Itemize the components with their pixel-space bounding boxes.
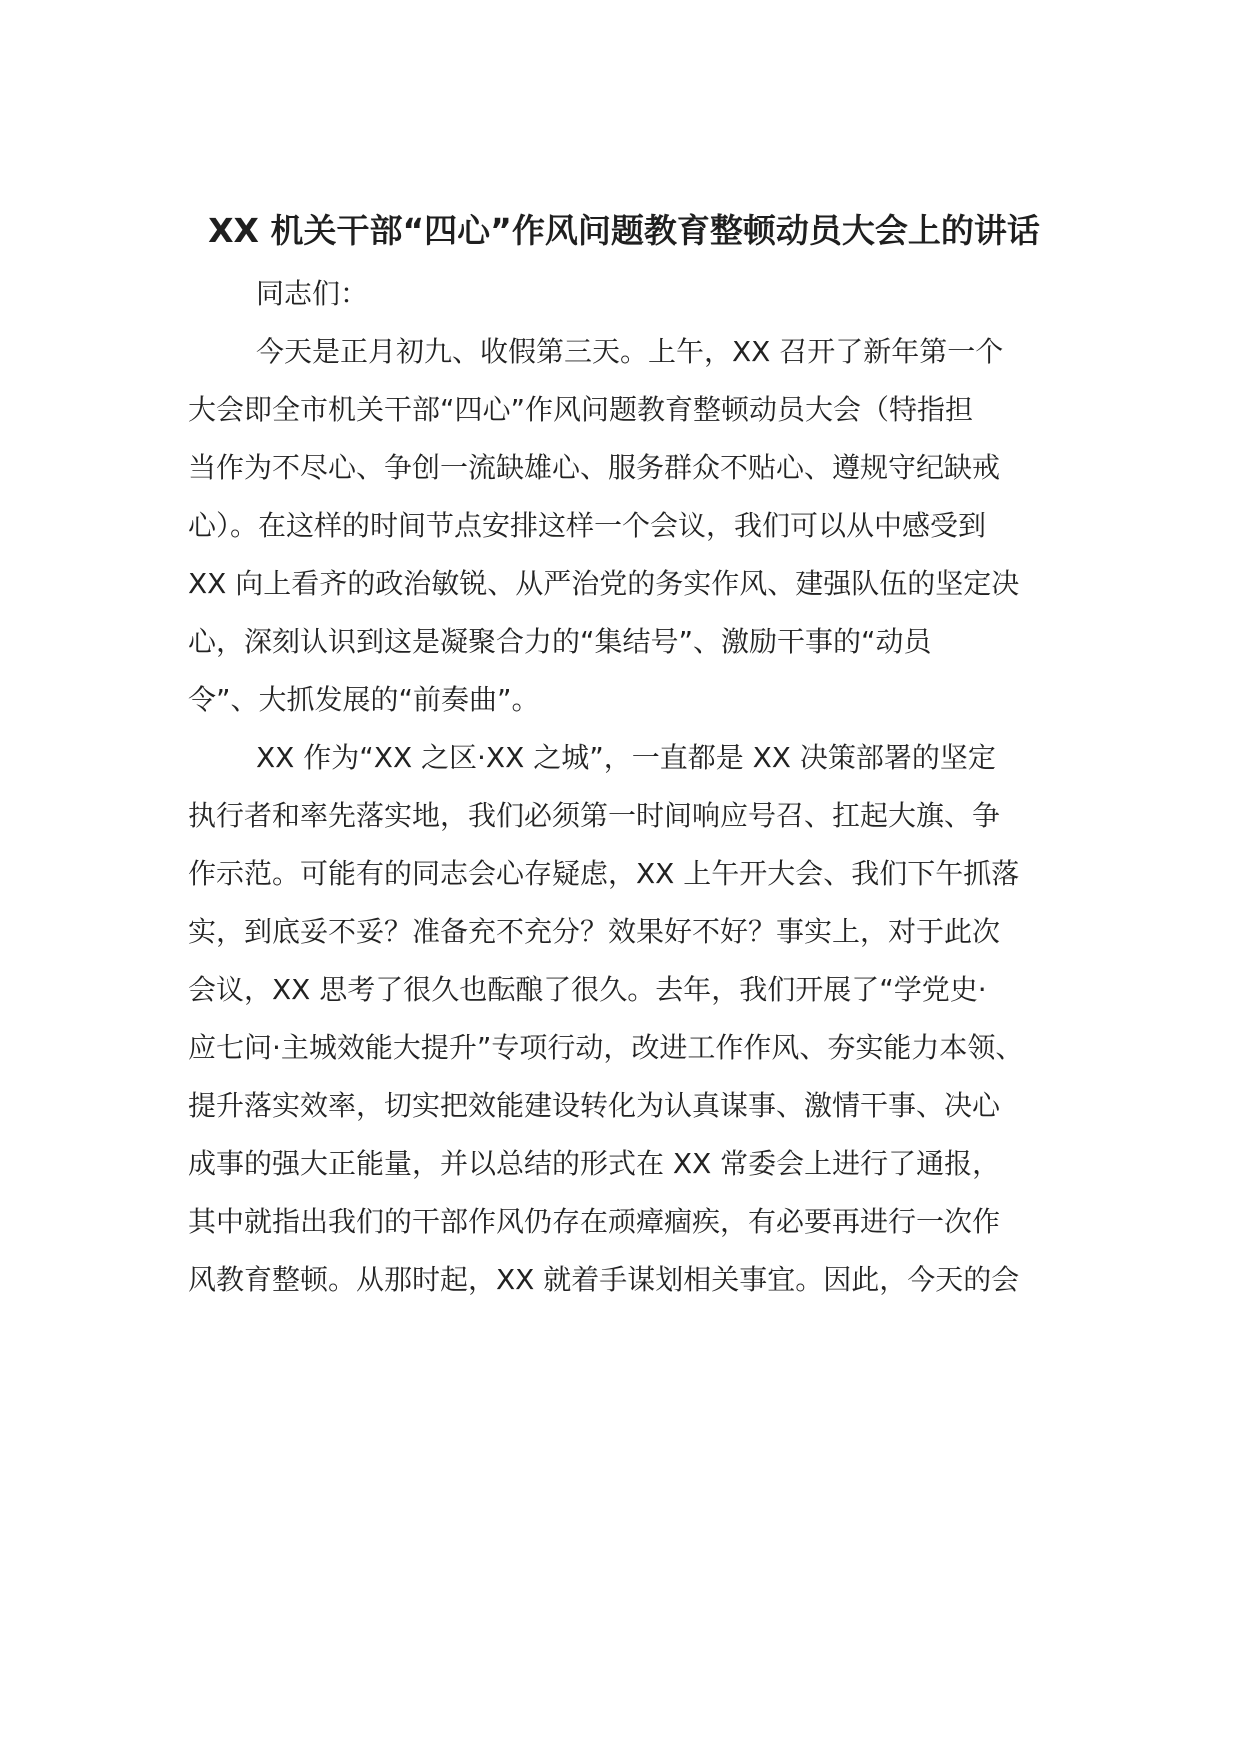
salutation-line: 同志们：	[256, 277, 369, 310]
paragraph-1-line: XX 向上看齐的政治敏锐、从严治党的务实作风、建强队伍的坚定决	[188, 567, 1020, 600]
paragraph-2-line: XX 作为“XX 之区·XX 之城”，一直都是 XX 决策部署的坚定	[256, 741, 996, 774]
paragraph-1-line: 当作为不尽心、争创一流缺雄心、服务群众不贴心、遵规守纪缺戒	[188, 451, 1001, 484]
paragraph-2-line: 应七问·主城效能大提升”专项行动，改进工作作风、夯实能力本领、	[188, 1031, 1024, 1064]
paragraph-2-line: 执行者和率先落实地，我们必须第一时间响应号召、扛起大旗、争	[188, 799, 1001, 832]
paragraph-2-line: 实，到底妥不妥？准备充不充分？效果好不好？事实上，对于此次	[188, 915, 1001, 948]
paragraph-2-line: 其中就指出我们的干部作风仍存在顽瘴痼疾，有必要再进行一次作	[188, 1205, 1001, 1238]
paragraph-1-line: 大会即全市机关干部“四心”作风问题教育整顿动员大会（特指担	[188, 393, 974, 426]
document-page	[188, 0, 1060, 1754]
paragraph-1-line: 心）。在这样的时间节点安排这样一个会议，我们可以从中感受到	[188, 509, 987, 542]
paragraph-1-line: 心，深刻认识到这是凝聚合力的“集结号”、激励干事的“动员	[188, 625, 932, 658]
paragraph-1-line: 今天是正月初九、收假第三天。上午，XX 召开了新年第一个	[256, 335, 1004, 368]
paragraph-2-line: 风教育整顿。从那时起，XX 就着手谋划相关事宜。因此，今天的会	[188, 1263, 1020, 1296]
document-title: XX 机关干部“四心”作风问题教育整顿动员大会上的讲话	[208, 211, 1040, 250]
paragraph-2-line: 成事的强大正能量，并以总结的形式在 XX 常委会上进行了通报，	[188, 1147, 1001, 1180]
paragraph-2-line: 作示范。可能有的同志会心存疑虑，XX 上午开大会、我们下午抓落	[188, 857, 1020, 890]
paragraph-1-line: 令”、大抓发展的“前奏曲”。	[188, 683, 540, 716]
paragraph-2-line: 提升落实效率，切实把效能建设转化为认真谋事、激情干事、决心	[188, 1089, 1001, 1122]
paragraph-2-line: 会议，XX 思考了很久也酝酿了很久。去年，我们开展了“学党史·	[188, 973, 987, 1006]
